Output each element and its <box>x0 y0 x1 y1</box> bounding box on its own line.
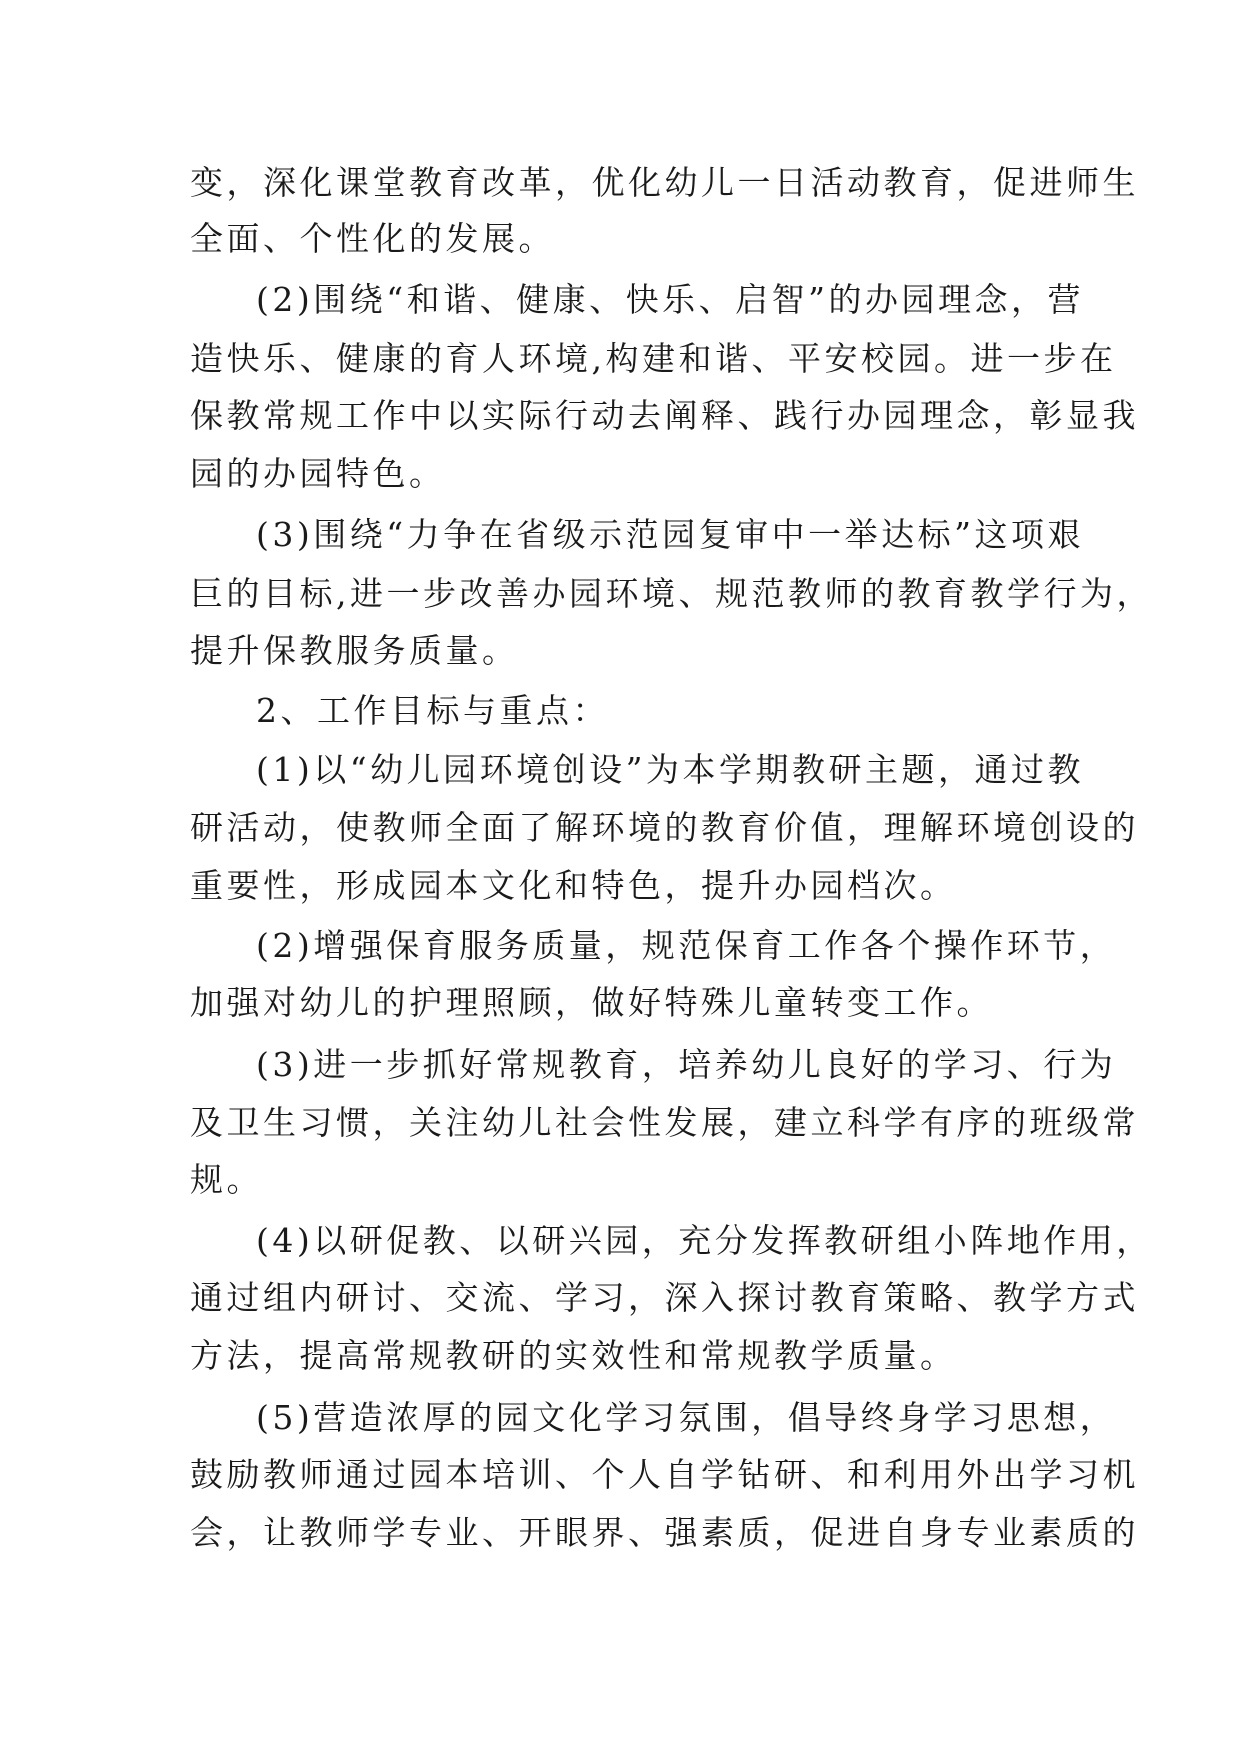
text-line: (2)围绕“和谐、健康、快乐、启智”的办园理念，营 <box>256 280 1084 319</box>
text-line: 规。 <box>190 1160 263 1199</box>
text-line: 园的办园特色。 <box>190 454 446 493</box>
text-line: 方法，提高常规教研的实效性和常规教学质量。 <box>190 1336 957 1375</box>
text-line: 全面、个性化的发展。 <box>190 219 555 258</box>
text-line: (3)围绕“力争在省级示范园复审中一举达标”这项艰 <box>256 515 1084 554</box>
text-line: (4)以研促教、以研兴园，充分发挥教研组小阵地作用， <box>256 1221 1153 1260</box>
text-line: 会，让教师学专业、开眼界、强素质，促进自身专业素质的 <box>190 1513 1139 1552</box>
text-line: (1)以“幼儿园环境创设”为本学期教研主题，通过教 <box>256 750 1084 789</box>
text-line: 通过组内研讨、交流、学习，深入探讨教育策略、教学方式 <box>190 1278 1139 1317</box>
text-line: 造快乐、健康的育人环境,构建和谐、平安校园。进一步在 <box>190 339 1117 378</box>
text-line: 及卫生习惯，关注幼儿社会性发展，建立科学有序的班级常 <box>190 1103 1139 1142</box>
text-line: (5)营造浓厚的园文化学习氛围，倡导终身学习思想， <box>256 1398 1117 1437</box>
text-line: 研活动，使教师全面了解环境的教育价值，理解环境创设的 <box>190 808 1139 847</box>
text-line: 保教常规工作中以实际行动去阐释、践行办园理念，彰显我 <box>190 396 1139 435</box>
text-line: (2)增强保育服务质量，规范保育工作各个操作环节， <box>256 926 1117 965</box>
text-line: (3)进一步抓好常规教育，培养幼儿良好的学习、行为 <box>256 1045 1117 1084</box>
text-line: 鼓励教师通过园本培训、个人自学钻研、和利用外出学习机 <box>190 1455 1139 1494</box>
text-line: 重要性，形成园本文化和特色，提升办园档次。 <box>190 866 957 905</box>
text-line: 提升保教服务质量。 <box>190 631 519 670</box>
text-line: 2、工作目标与重点： <box>256 691 609 730</box>
text-line: 加强对幼儿的护理照顾，做好特殊儿童转变工作。 <box>190 983 993 1022</box>
text-line: 变，深化课堂教育改革，优化幼儿一日活动教育，促进师生 <box>190 163 1139 202</box>
text-line: 巨的目标,进一步改善办园环境、规范教师的教育教学行为， <box>190 574 1153 613</box>
